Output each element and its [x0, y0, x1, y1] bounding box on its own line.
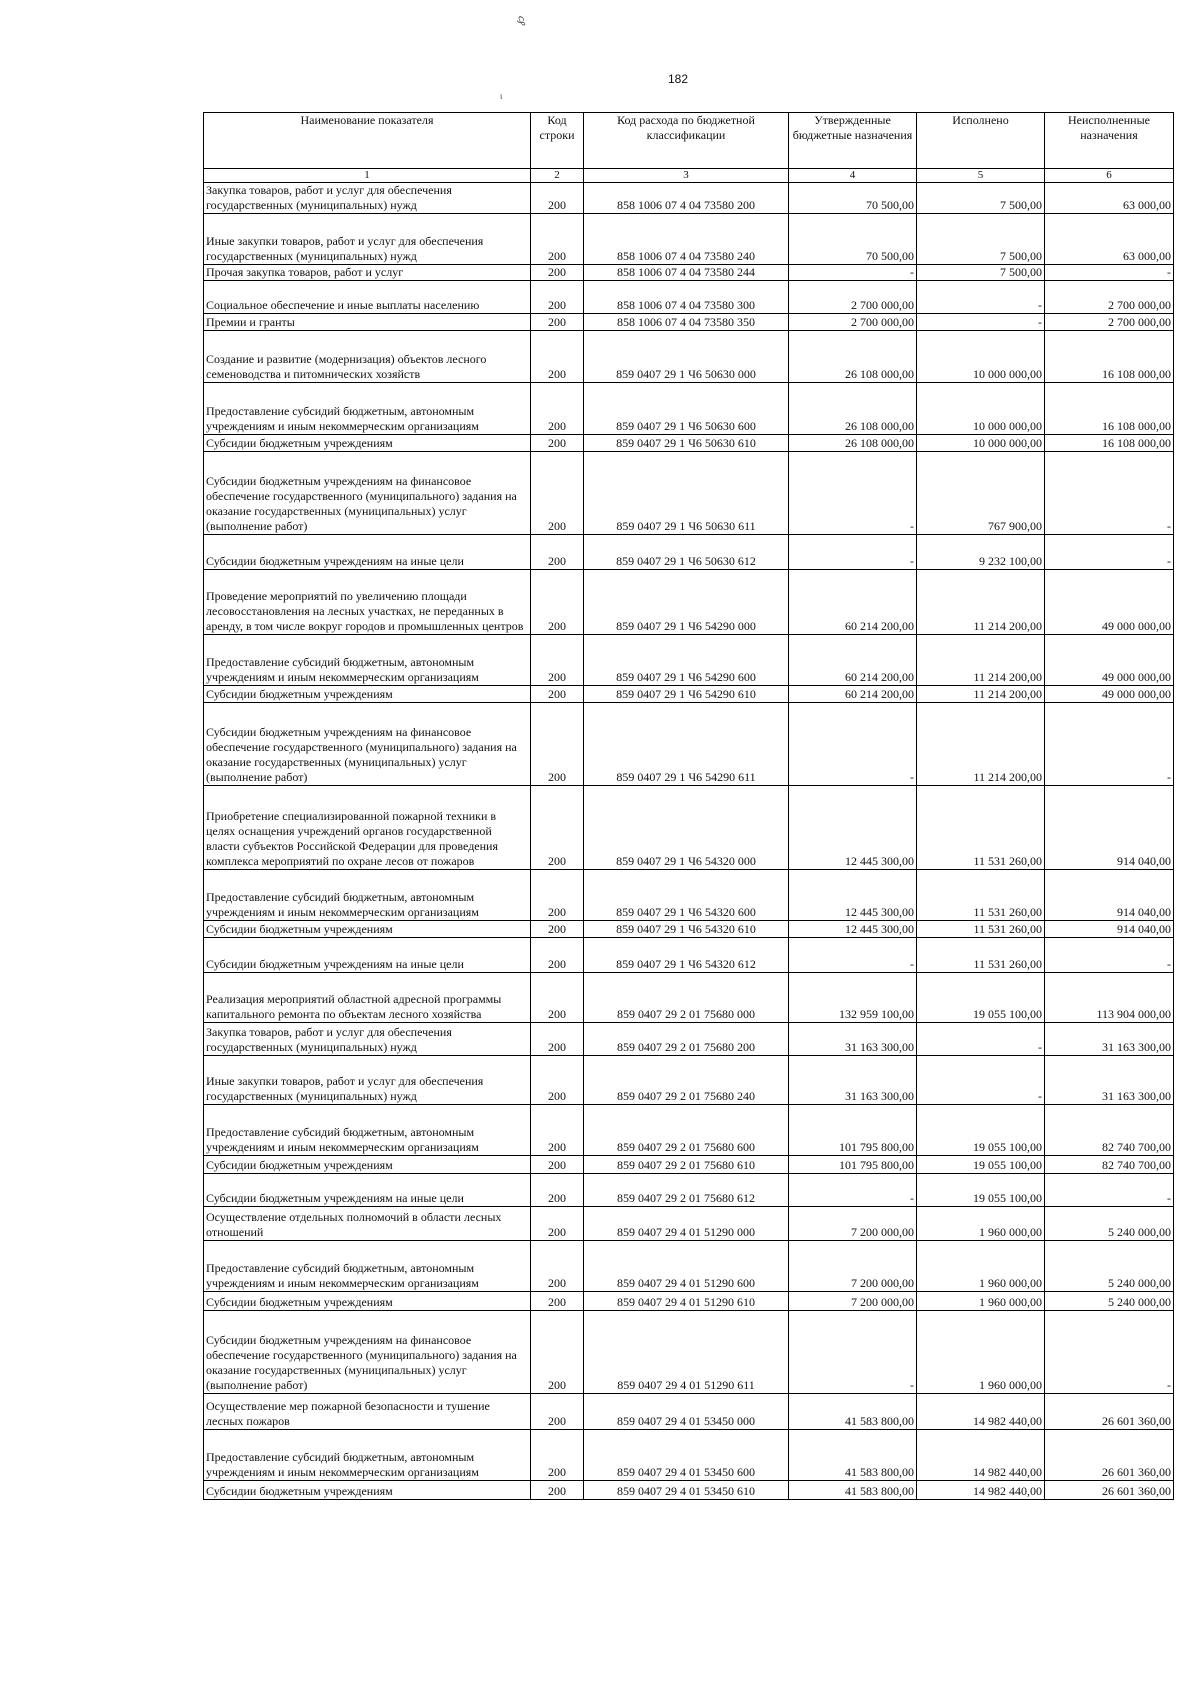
row-unexecuted-amount: - — [1045, 1174, 1174, 1207]
table-row — [204, 1481, 1174, 1500]
row-unexecuted-amount: 31 163 300,00 — [1045, 1056, 1174, 1105]
table-row — [204, 703, 1174, 786]
row-approved-amount: 31 163 300,00 — [789, 1023, 917, 1056]
row-unexecuted-amount: 63 000,00 — [1045, 214, 1174, 265]
row-code: 200 — [531, 1311, 584, 1394]
row-unexecuted-amount: - — [1045, 703, 1174, 786]
row-executed-amount: 11 214 200,00 — [917, 635, 1045, 686]
row-code: 200 — [531, 921, 584, 938]
row-unexecuted-amount: 914 040,00 — [1045, 786, 1174, 870]
row-name: Прочая закупка товаров, работ и услуг — [204, 265, 531, 281]
row-budget-code: 858 1006 07 4 04 73580 350 — [584, 314, 789, 331]
column-number: 2 — [531, 169, 584, 183]
row-unexecuted-amount: 2 700 000,00 — [1045, 314, 1174, 331]
row-name: Субсидии бюджетным учреждениям на финансовое обеспечение государственного (муниципального) задания на оказание государственных (муниципальных) услуг (выполнение работ) — [204, 703, 531, 786]
row-budget-code: 859 0407 29 1 Ч6 50630 000 — [584, 331, 789, 383]
row-name: Субсидии бюджетным учреждениям на финансовое обеспечение государственного (муниципального) задания на оказание государственных (муниципальных) услуг (выполнение работ) — [204, 1311, 531, 1394]
row-approved-amount: - — [789, 265, 917, 281]
row-code: 200 — [531, 938, 584, 973]
row-executed-amount: 14 982 440,00 — [917, 1430, 1045, 1481]
row-budget-code: 859 0407 29 1 Ч6 50630 610 — [584, 435, 789, 452]
table-row — [204, 938, 1174, 973]
row-code: 200 — [531, 1292, 584, 1311]
row-budget-code: 858 1006 07 4 04 73580 200 — [584, 183, 789, 214]
row-budget-code: 859 0407 29 4 01 51290 611 — [584, 1311, 789, 1394]
row-approved-amount: 132 959 100,00 — [789, 973, 917, 1023]
row-approved-amount: 60 214 200,00 — [789, 570, 917, 635]
row-approved-amount: - — [789, 703, 917, 786]
row-approved-amount: 101 795 800,00 — [789, 1105, 917, 1156]
header-row — [204, 113, 1174, 169]
row-name: Иные закупки товаров, работ и услуг для обеспечения государственных (муниципальных) нужд — [204, 214, 531, 265]
row-code: 200 — [531, 452, 584, 535]
row-code: 200 — [531, 1056, 584, 1105]
row-executed-amount: 7 500,00 — [917, 265, 1045, 281]
row-unexecuted-amount: 26 601 360,00 — [1045, 1394, 1174, 1430]
row-unexecuted-amount: 49 000 000,00 — [1045, 570, 1174, 635]
column-number: 6 — [1045, 169, 1174, 183]
row-executed-amount: 767 900,00 — [917, 452, 1045, 535]
table-row — [204, 1174, 1174, 1207]
row-executed-amount: 14 982 440,00 — [917, 1394, 1045, 1430]
table-row — [204, 1394, 1174, 1430]
row-name: Социальное обеспечение и иные выплаты населению — [204, 281, 531, 314]
row-approved-amount: - — [789, 535, 917, 570]
row-unexecuted-amount: 2 700 000,00 — [1045, 281, 1174, 314]
row-code: 200 — [531, 383, 584, 435]
row-unexecuted-amount: - — [1045, 452, 1174, 535]
row-budget-code: 859 0407 29 2 01 75680 612 — [584, 1174, 789, 1207]
row-unexecuted-amount: 82 740 700,00 — [1045, 1156, 1174, 1174]
table-body — [204, 183, 1174, 1500]
row-code: 200 — [531, 314, 584, 331]
row-approved-amount: 2 700 000,00 — [789, 314, 917, 331]
row-budget-code: 858 1006 07 4 04 73580 240 — [584, 214, 789, 265]
row-approved-amount: 41 583 800,00 — [789, 1394, 917, 1430]
row-name: Премии и гранты — [204, 314, 531, 331]
row-approved-amount: 70 500,00 — [789, 183, 917, 214]
row-executed-amount: 19 055 100,00 — [917, 1156, 1045, 1174]
row-budget-code: 859 0407 29 1 Ч6 50630 600 — [584, 383, 789, 435]
row-executed-amount: 11 531 260,00 — [917, 921, 1045, 938]
row-code: 200 — [531, 635, 584, 686]
row-unexecuted-amount: 16 108 000,00 — [1045, 383, 1174, 435]
row-name: Предоставление субсидий бюджетным, автономным учреждениям и иным некоммерческим организациям — [204, 1241, 531, 1292]
small-scan-mark: ι — [500, 91, 503, 101]
row-executed-amount: 1 960 000,00 — [917, 1241, 1045, 1292]
row-name: Субсидии бюджетным учреждениям на иные цели — [204, 938, 531, 973]
row-unexecuted-amount: 16 108 000,00 — [1045, 435, 1174, 452]
row-code: 200 — [531, 686, 584, 703]
budget-execution-table — [203, 112, 1174, 1500]
row-budget-code: 859 0407 29 4 01 53450 000 — [584, 1394, 789, 1430]
row-approved-amount: 60 214 200,00 — [789, 635, 917, 686]
row-budget-code: 859 0407 29 4 01 51290 600 — [584, 1241, 789, 1292]
row-unexecuted-amount: 16 108 000,00 — [1045, 331, 1174, 383]
row-name: Субсидии бюджетным учреждениям — [204, 435, 531, 452]
row-budget-code: 859 0407 29 2 01 75680 000 — [584, 973, 789, 1023]
row-name: Предоставление субсидий бюджетным, автономным учреждениям и иным некоммерческим организациям — [204, 1105, 531, 1156]
table-row — [204, 265, 1174, 281]
row-budget-code: 859 0407 29 1 Ч6 54320 000 — [584, 786, 789, 870]
row-executed-amount: 9 232 100,00 — [917, 535, 1045, 570]
row-unexecuted-amount: 49 000 000,00 — [1045, 686, 1174, 703]
row-unexecuted-amount: - — [1045, 535, 1174, 570]
row-executed-amount: - — [917, 314, 1045, 331]
row-unexecuted-amount: 63 000,00 — [1045, 183, 1174, 214]
row-name: Осуществление мер пожарной безопасности и тушение лесных пожаров — [204, 1394, 531, 1430]
row-name: Предоставление субсидий бюджетным, автономным учреждениям и иным некоммерческим организациям — [204, 870, 531, 921]
row-budget-code: 859 0407 29 1 Ч6 54320 612 — [584, 938, 789, 973]
row-code: 200 — [531, 973, 584, 1023]
row-executed-amount: 19 055 100,00 — [917, 1174, 1045, 1207]
row-code: 200 — [531, 435, 584, 452]
row-executed-amount: - — [917, 281, 1045, 314]
row-budget-code: 859 0407 29 4 01 53450 600 — [584, 1430, 789, 1481]
row-code: 200 — [531, 870, 584, 921]
table-row — [204, 214, 1174, 265]
column-number: 4 — [789, 169, 917, 183]
row-approved-amount: 26 108 000,00 — [789, 331, 917, 383]
row-budget-code: 859 0407 29 1 Ч6 54290 610 — [584, 686, 789, 703]
row-budget-code: 859 0407 29 1 Ч6 54290 600 — [584, 635, 789, 686]
row-executed-amount: 10 000 000,00 — [917, 383, 1045, 435]
row-budget-code: 859 0407 29 1 Ч6 50630 612 — [584, 535, 789, 570]
row-approved-amount: 41 583 800,00 — [789, 1430, 917, 1481]
table-row — [204, 1023, 1174, 1056]
row-executed-amount: 10 000 000,00 — [917, 435, 1045, 452]
row-executed-amount: 19 055 100,00 — [917, 973, 1045, 1023]
table-row — [204, 570, 1174, 635]
row-budget-code: 859 0407 29 2 01 75680 610 — [584, 1156, 789, 1174]
table-row — [204, 786, 1174, 870]
header-executed: Исполнено — [917, 113, 1045, 169]
table-row — [204, 452, 1174, 535]
row-code: 200 — [531, 1023, 584, 1056]
row-executed-amount: 10 000 000,00 — [917, 331, 1045, 383]
row-code: 200 — [531, 786, 584, 870]
row-executed-amount: 7 500,00 — [917, 214, 1045, 265]
row-budget-code: 859 0407 29 4 01 51290 000 — [584, 1207, 789, 1241]
table-row — [204, 1430, 1174, 1481]
row-approved-amount: 2 700 000,00 — [789, 281, 917, 314]
row-approved-amount: 7 200 000,00 — [789, 1292, 917, 1311]
table-row — [204, 870, 1174, 921]
row-code: 200 — [531, 1430, 584, 1481]
table-row — [204, 635, 1174, 686]
row-code: 200 — [531, 1174, 584, 1207]
row-approved-amount: 41 583 800,00 — [789, 1481, 917, 1500]
row-name: Проведение мероприятий по увеличению площади лесовосстановления на лесных участках, не переданных в аренду, в том числе вокруг городов и промышленных центров — [204, 570, 531, 635]
row-approved-amount: 26 108 000,00 — [789, 435, 917, 452]
row-code: 200 — [531, 183, 584, 214]
row-name: Субсидии бюджетным учреждениям — [204, 1292, 531, 1311]
table-row — [204, 331, 1174, 383]
row-unexecuted-amount: - — [1045, 265, 1174, 281]
row-unexecuted-amount: 31 163 300,00 — [1045, 1023, 1174, 1056]
row-budget-code: 859 0407 29 2 01 75680 240 — [584, 1056, 789, 1105]
row-code: 200 — [531, 1207, 584, 1241]
column-number: 1 — [204, 169, 531, 183]
column-number: 3 — [584, 169, 789, 183]
table-row — [204, 1156, 1174, 1174]
row-name: Предоставление субсидий бюджетным, автономным учреждениям и иным некоммерческим организациям — [204, 1430, 531, 1481]
header-code: Код строки — [531, 113, 584, 169]
row-approved-amount: 12 445 300,00 — [789, 786, 917, 870]
row-executed-amount: 11 214 200,00 — [917, 570, 1045, 635]
page-number: 182 — [667, 72, 689, 86]
table-row — [204, 1241, 1174, 1292]
row-code: 200 — [531, 1481, 584, 1500]
table-row — [204, 1056, 1174, 1105]
header-kbk: Код расхода по бюджетной классификации — [584, 113, 789, 169]
row-approved-amount: 7 200 000,00 — [789, 1207, 917, 1241]
row-unexecuted-amount: 914 040,00 — [1045, 921, 1174, 938]
table-row — [204, 973, 1174, 1023]
row-budget-code: 859 0407 29 4 01 51290 610 — [584, 1292, 789, 1311]
row-name: Субсидии бюджетным учреждениям — [204, 1481, 531, 1500]
row-code: 200 — [531, 703, 584, 786]
row-executed-amount: 11 531 260,00 — [917, 938, 1045, 973]
row-unexecuted-amount: 26 601 360,00 — [1045, 1430, 1174, 1481]
row-name: Осуществление отдельных полномочий в области лесных отношений — [204, 1207, 531, 1241]
table-row — [204, 314, 1174, 331]
row-executed-amount: - — [917, 1023, 1045, 1056]
row-budget-code: 859 0407 29 1 Ч6 54320 600 — [584, 870, 789, 921]
row-approved-amount: 60 214 200,00 — [789, 686, 917, 703]
row-budget-code: 859 0407 29 1 Ч6 54290 000 — [584, 570, 789, 635]
row-approved-amount: - — [789, 938, 917, 973]
row-code: 200 — [531, 1156, 584, 1174]
row-unexecuted-amount: 914 040,00 — [1045, 870, 1174, 921]
table-row — [204, 1311, 1174, 1394]
row-name: Закупка товаров, работ и услуг для обеспечения государственных (муниципальных) нужд — [204, 183, 531, 214]
row-name: Субсидии бюджетным учреждениям — [204, 686, 531, 703]
row-approved-amount: 101 795 800,00 — [789, 1156, 917, 1174]
row-executed-amount: 1 960 000,00 — [917, 1311, 1045, 1394]
header-approved: Утвержденные бюджетные назначения — [789, 113, 917, 169]
row-unexecuted-amount: - — [1045, 1311, 1174, 1394]
table-row — [204, 686, 1174, 703]
row-name: Предоставление субсидий бюджетным, автономным учреждениям и иным некоммерческим организациям — [204, 635, 531, 686]
column-number-row — [204, 169, 1174, 183]
row-code: 200 — [531, 570, 584, 635]
row-executed-amount: 7 500,00 — [917, 183, 1045, 214]
row-code: 200 — [531, 281, 584, 314]
row-code: 200 — [531, 331, 584, 383]
row-executed-amount: - — [917, 1056, 1045, 1105]
table-row — [204, 1207, 1174, 1241]
row-executed-amount: 11 214 200,00 — [917, 686, 1045, 703]
row-unexecuted-amount: 82 740 700,00 — [1045, 1105, 1174, 1156]
row-name: Субсидии бюджетным учреждениям на иные цели — [204, 535, 531, 570]
row-budget-code: 859 0407 29 1 Ч6 50630 611 — [584, 452, 789, 535]
row-code: 200 — [531, 265, 584, 281]
row-approved-amount: 12 445 300,00 — [789, 921, 917, 938]
table-row — [204, 183, 1174, 214]
row-name: Реализация мероприятий областной адресной программы капитального ремонта по объектам лесного хозяйства — [204, 973, 531, 1023]
row-name: Субсидии бюджетным учреждениям на иные цели — [204, 1174, 531, 1207]
row-unexecuted-amount: 113 904 000,00 — [1045, 973, 1174, 1023]
row-executed-amount: 11 214 200,00 — [917, 703, 1045, 786]
row-budget-code: 858 1006 07 4 04 73580 244 — [584, 265, 789, 281]
row-approved-amount: - — [789, 1174, 917, 1207]
table-row — [204, 383, 1174, 435]
row-code: 200 — [531, 1394, 584, 1430]
row-executed-amount: 11 531 260,00 — [917, 870, 1045, 921]
table-row — [204, 435, 1174, 452]
row-budget-code: 859 0407 29 1 Ч6 54320 610 — [584, 921, 789, 938]
row-name: Субсидии бюджетным учреждениям — [204, 1156, 531, 1174]
table-row — [204, 535, 1174, 570]
row-executed-amount: 14 982 440,00 — [917, 1481, 1045, 1500]
row-name: Субсидии бюджетным учреждениям на финансовое обеспечение государственного (муниципального) задания на оказание государственных (муниципальных) услуг (выполнение работ) — [204, 452, 531, 535]
row-name: Закупка товаров, работ и услуг для обеспечения государственных (муниципальных) нужд — [204, 1023, 531, 1056]
row-executed-amount: 1 960 000,00 — [917, 1292, 1045, 1311]
row-budget-code: 859 0407 29 2 01 75680 600 — [584, 1105, 789, 1156]
row-unexecuted-amount: - — [1045, 938, 1174, 973]
row-executed-amount: 19 055 100,00 — [917, 1105, 1045, 1156]
row-approved-amount: - — [789, 452, 917, 535]
row-name: Субсидии бюджетным учреждениям — [204, 921, 531, 938]
row-name: Создание и развитие (модернизация) объектов лесного семеноводства и питомнических хозяйств — [204, 331, 531, 383]
row-approved-amount: 12 445 300,00 — [789, 870, 917, 921]
row-code: 200 — [531, 214, 584, 265]
row-code: 200 — [531, 535, 584, 570]
row-budget-code: 859 0407 29 1 Ч6 54290 611 — [584, 703, 789, 786]
column-number: 5 — [917, 169, 1045, 183]
row-unexecuted-amount: 26 601 360,00 — [1045, 1481, 1174, 1500]
row-unexecuted-amount: 5 240 000,00 — [1045, 1207, 1174, 1241]
row-budget-code: 858 1006 07 4 04 73580 300 — [584, 281, 789, 314]
row-executed-amount: 1 960 000,00 — [917, 1207, 1045, 1241]
table-row — [204, 281, 1174, 314]
header-unexecuted: Неисполненные назначения — [1045, 113, 1174, 169]
row-approved-amount: - — [789, 1311, 917, 1394]
row-approved-amount: 31 163 300,00 — [789, 1056, 917, 1105]
row-name: Иные закупки товаров, работ и услуг для обеспечения государственных (муниципальных) нужд — [204, 1056, 531, 1105]
row-name: Приобретение специализированной пожарной техники в целях оснащения учреждений органов государственной власти субъектов Российской Федерации для проведения комплекса мероприятий по охране лесов от пожаров — [204, 786, 531, 870]
row-approved-amount: 26 108 000,00 — [789, 383, 917, 435]
row-unexecuted-amount: 5 240 000,00 — [1045, 1292, 1174, 1311]
table-row — [204, 921, 1174, 938]
row-code: 200 — [531, 1241, 584, 1292]
row-approved-amount: 70 500,00 — [789, 214, 917, 265]
table-row — [204, 1292, 1174, 1311]
row-budget-code: 859 0407 29 2 01 75680 200 — [584, 1023, 789, 1056]
row-code: 200 — [531, 1105, 584, 1156]
row-name: Предоставление субсидий бюджетным, автономным учреждениям и иным некоммерческим организациям — [204, 383, 531, 435]
row-executed-amount: 11 531 260,00 — [917, 786, 1045, 870]
row-budget-code: 859 0407 29 4 01 53450 610 — [584, 1481, 789, 1500]
table-row — [204, 1105, 1174, 1156]
header-name: Наименование показателя — [204, 113, 531, 169]
row-unexecuted-amount: 5 240 000,00 — [1045, 1241, 1174, 1292]
corner-handwritten-mark: ℘ — [510, 12, 528, 27]
row-unexecuted-amount: 49 000 000,00 — [1045, 635, 1174, 686]
row-approved-amount: 7 200 000,00 — [789, 1241, 917, 1292]
